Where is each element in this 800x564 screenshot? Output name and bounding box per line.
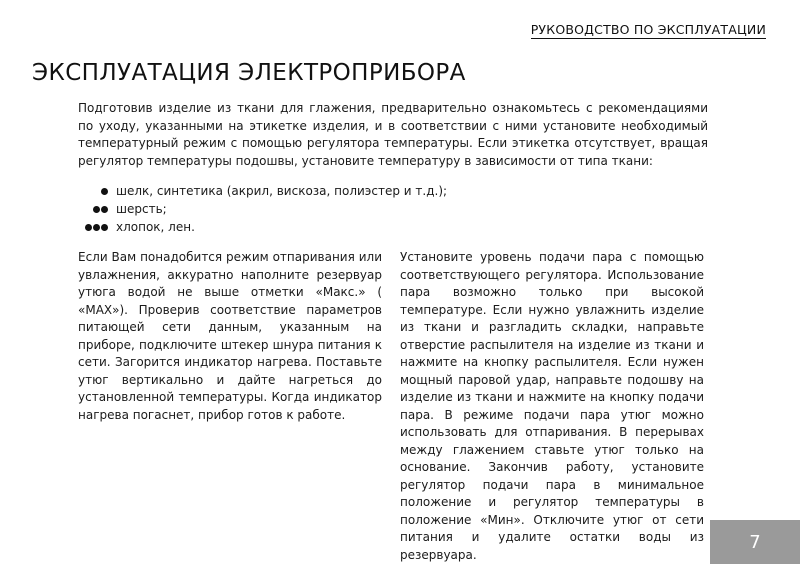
fabric-label: хлопок, лен. [116,220,195,234]
list-item [78,182,447,200]
fabric-label: шерсть; [116,202,167,216]
one-dot-icon [78,182,108,200]
page-number-badge [710,520,800,564]
left-column-text: Если Вам понадобится режим отпаривания или увлажнения, аккуратно наполните резервуар утюга водой не выше отметки «Макс.» ( «MAX»). Проверив соответствие параметров питающей сети данным, указанным на приборе, подключите штекер шнура питания к сети. Загорится индикатор нагрева. Поставьте утюг вертикально и дайте нагреться до установленной температуры. Когда индикатор нагрева погаснет, прибор готов к работе. [78,250,382,422]
fabric-label: шелк, синтетика (акрил, вискоза, полиэстер и т.д.); [116,184,448,198]
list-item [78,200,447,218]
three-dots-icon [78,218,108,236]
intro-paragraph: Подготовив изделие из ткани для глажения, предварительно ознакомьтесь с рекомендациями по уходу, указанными на этикетке изделия, и в соответствии с ними установите необходимый температурный режим с помощью регулятора температуры. Если этикетка отсутствует, вращая регулятор температуры подошвы, установите температуру в зависимости от типа ткани: [78,101,708,168]
right-column-text: Установите уровень подачи пара с помощью соответствующего регулятора. Использование пара возможно только при высокой температуре. Если нужно увлажнить изделие из ткани и разгладить складки, направьте отверстие распылителя на изделие из ткани и нажмите на кнопку распылителя. Если нужен мощный паровой удар, направьте подошву на изделие из ткани и нажмите на кнопку подачи пара. В режиме подачи пара утюг можно использовать для отпаривания. В перерывах между глажением ставьте утюг только на основание. Закончив работу, установите регулятор подачи пара в минимальное положение и регулятор температуры в положение «Мин». Отключите утюг от сети питания и удалите остатки воды из резервуара. [400,250,704,562]
list-item [78,218,447,236]
fabric-temperature-list [78,182,447,236]
page-title: ЭКСПЛУАТАЦИЯ ЭЛЕКТРОПРИБОРА [32,60,466,86]
running-header: РУКОВОДСТВО ПО ЭКСПЛУАТАЦИИ [530,22,766,37]
page-number: 7 [749,531,761,553]
two-dots-icon [78,200,108,218]
